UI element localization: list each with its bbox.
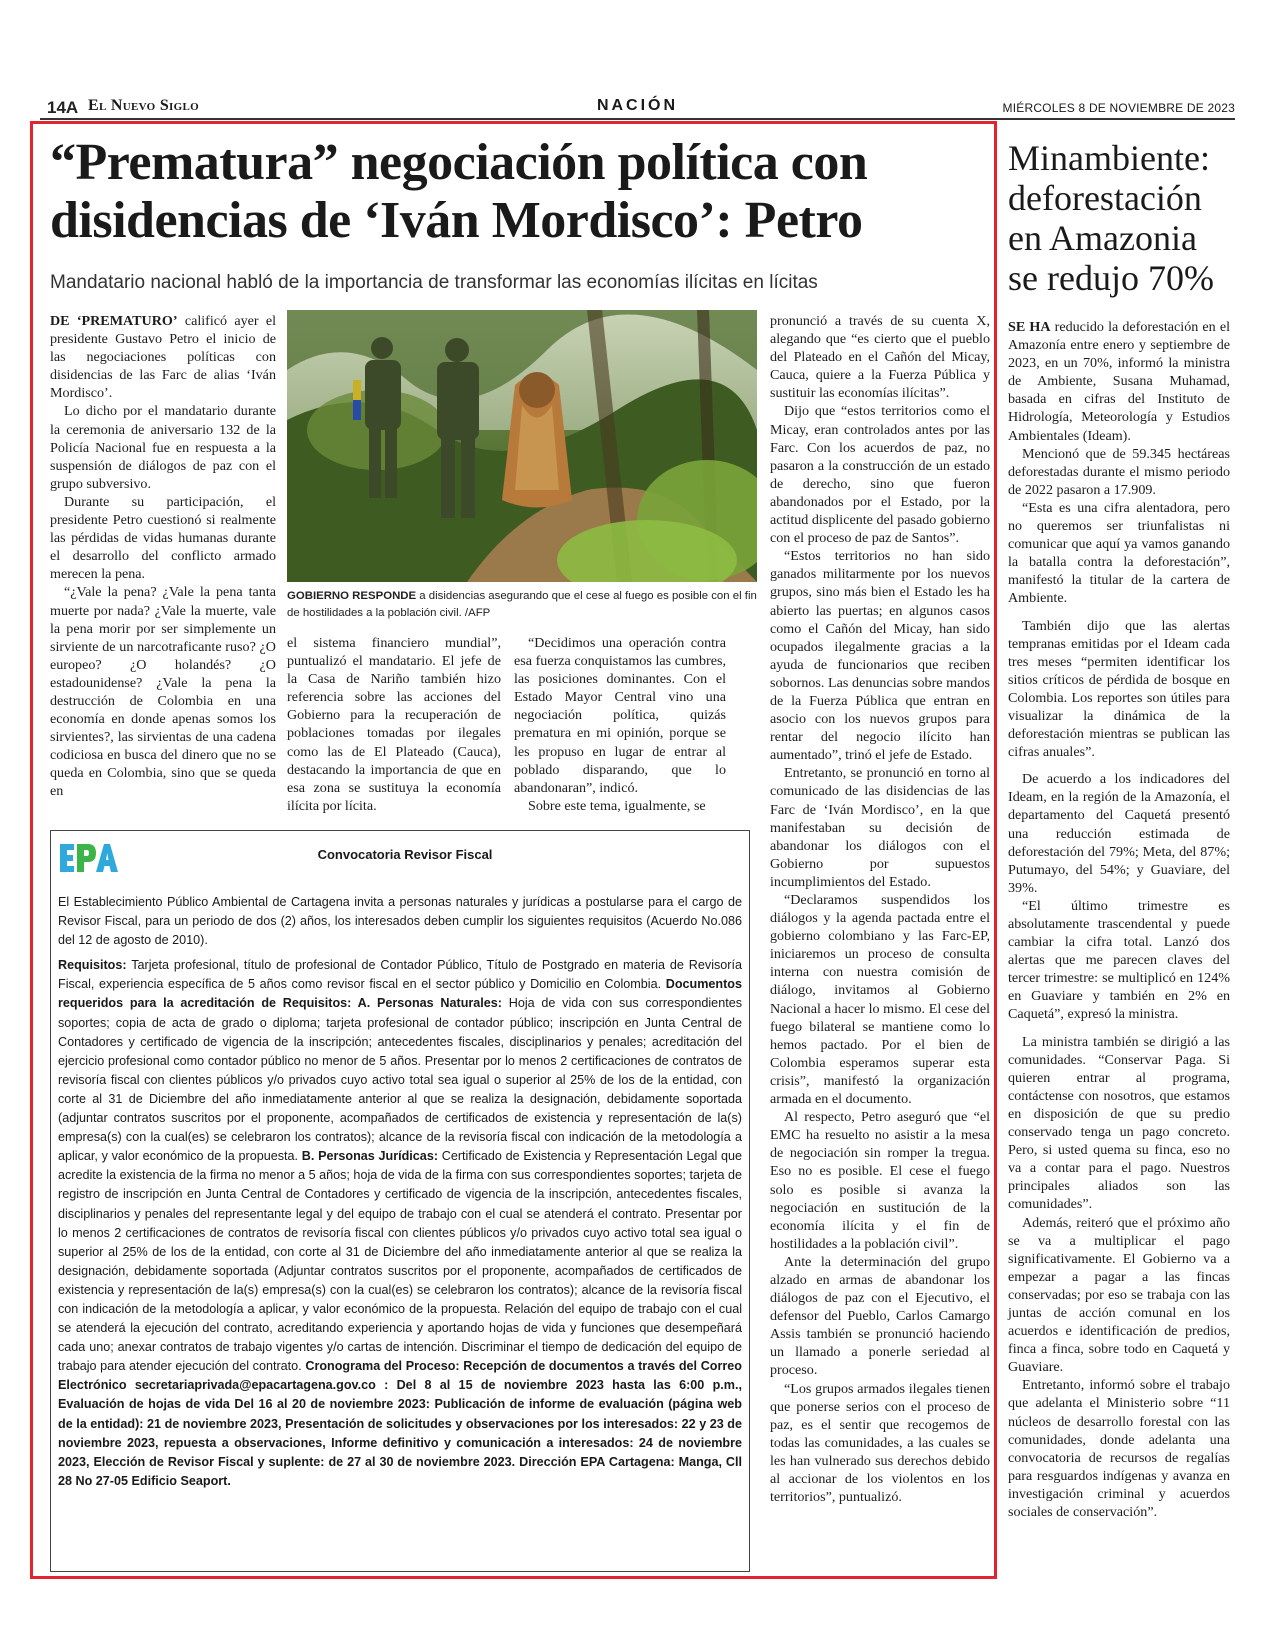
pj-label: B. Personas Jurídicas: bbox=[301, 1149, 439, 1164]
paragraph: Al respecto, Petro aseguró que “el EMC ha resuelto no asistir a la mesa de negociación sin romper la tregua. Eso no es posible. El cese el fuego solo es posible si avanza la negociación en sustitución de la economía ilícita y el fin de hostilidades a la población civil”. bbox=[770, 1109, 990, 1252]
paragraph: Además, reiteró que el próximo año se va a multiplicar el pago significativamente. El Gobierno va a empezar a pagar a las fincas conservadas; por eso se trabaja con las juntas de acción comunal en los acuerdos e identificación de predios, finca a finca, sobre todo en Caquetá y Guaviare. bbox=[1008, 1214, 1230, 1376]
paragraph: Entretanto, se pronunció en torno al comunicado de las disidencias de las Farc de ‘Iván Mordisco’, en la que manifestaban su decisión de abandonar los diálogos con el Gobierno por supuestos incumplimientos del Estado. bbox=[770, 765, 990, 890]
ad-body bbox=[58, 893, 742, 1497]
paragraph: También dijo que las alertas tempranas emitidas por el Ideam cada tres meses “permiten identificar los sitios críticos de pérdida de bosque en Colombia. Los reportes son útiles para visualizar la dinámica de la deforestación mientras se publican las cifras anuales”. bbox=[1008, 617, 1230, 761]
header-rule bbox=[40, 118, 1235, 120]
paragraph: calificó ayer el presidente Gustavo Petro el inicio de las negociaciones políticas con disidencias de las Farc de alias ‘Iván Mordisco’. bbox=[50, 313, 276, 402]
paragraph: Sobre este tema, igualmente, se bbox=[528, 797, 706, 814]
paragraph: “Esta es una cifra alentadora, pero no queremos ser triunfalistas ni comunicar que aquí ya vamos ganando la batalla contra la deforestación”, manifestó la titular de la cartera de Ambiente. bbox=[1008, 499, 1230, 607]
paragraph: Entretanto, informó sobre el trabajo que adelanta el Ministerio sobre “11 núcleos de desarrollo forestal con las comunidades, donde adelanta una convocatoria de recursos de regalías para resguardos indígenas y avanza en investigación criminal y acuerdos sociales de conservación”. bbox=[1008, 1377, 1230, 1520]
docs-text: Hoja de vida con sus correspondientes soportes; copia de acta de grado o diploma; tarjeta profesional de contador público; inscripción en Junta Central de Contadores y certificado de vigencia de la inscripción; antecedentes fiscales, disciplinarios y penales; acreditación del ejercicio profesional como contador público no menor de 5 años. Presentar por lo menos 2 certificaciones de contratos de revisoría fiscal con clientes públicos y/o privados cuyo activo total sea igual o superior al 25% de los de la entidad, con corte al 31 de Diciembre del año inmediatamente anterior al que se realiza la designación, debidamente soportada (adjuntar contratos suscritos por el proponente, acompañados de certificados de existencia y representación de la(s) empresa(s) con la cual(es) se celebraron los contratos); alcance de la revisoría fiscal con indicación de la metodología a aplicar, y valor económico de la propuesta. bbox=[58, 996, 742, 1164]
photo-caption bbox=[287, 588, 757, 622]
article-column-1 bbox=[50, 312, 276, 801]
pj-text: Certificado de Existencia y Representación Legal que acredite la existencia de la firma no menor a 5 años; hoja de vida de la firma con sus correspondientes soportes; tarjeta de registro de inscripción en Junta Central de Contadores y certificado de vigencia de la inscripción, antecedentes fiscales, disciplinarios y penales del representante legal y del equipo de trabajo con el cual se atenderá el contrato. Presentar por lo menos 2 certificaciones de contratos de revisoría fiscal con clientes públicos y/o privados cuyo activo total sea igual o superior al 25% de los de la entidad, con corte al 31 de Diciembre del año inmediatamente anterior al que se realiza la designación, debidamente soportada (Adjuntar contratos suscritos por el proponente, acompañados de certificados de existencia y representación de la(s) empresa(s) con la cual(es) se celebraron los contratos); alcance de la revisoría fiscal con indicación de la metodología a aplicar, y valor económico de la propuesta. Relación del equipo de trabajo con el cual se atenderá la ejecución del contrato, acreditando experiencia y aportando hojas de vida y funciones que desempeñará cada uno; anexar contratos de trabajo vigentes y/o cartas de intención. Discriminar el tiempo de dedicación del equipo de trabajo para atender ejecución del contrato. bbox=[58, 1149, 742, 1374]
section-name: NACIÓN bbox=[596, 97, 679, 114]
caption-text: a disidencias asegurando que el cese al fuego es posible con el fin de hostilidades a la población civil. /AFP bbox=[287, 590, 757, 619]
ad-intro: El Establecimiento Público Ambiental de Cartagena invita a personas naturales y jurídicas a postularse para el cargo de Revisor Fiscal, para un periodo de dos (2) años, los interesados deben cumplir los siguientes requisitos (Acuerdo No.086 del 12 de agosto de 2010). bbox=[58, 895, 742, 948]
article-lead: DE ‘PREMATURO’ bbox=[50, 313, 178, 329]
side-article-body bbox=[1008, 318, 1230, 1521]
side-article-lead: SE HA bbox=[1008, 319, 1051, 335]
article-column-2a bbox=[287, 634, 501, 815]
publication-name: El Nuevo Siglo bbox=[88, 97, 199, 114]
paragraph: Dijo que “estos territorios como el Micay, eran controlados antes por las Farc. Con los acuerdos de paz, no pasaron a la construcción de un estado de derecho, sino que fueron abandonados por el Estado, por la actitud displicente del pasado gobierno con el proceso de paz de Santos”. bbox=[770, 403, 990, 547]
paragraph: Mencionó que de 59.345 hectáreas deforestadas durante el mismo periodo de 2022 pasaron a 17.909. bbox=[1008, 445, 1230, 498]
paragraph: “Decidimos una operación contra esa fuerza conquistamos las cumbres, las posiciones dominantes. Con el Estado Mayor Central vino una negociación política, quizás prematura en mi opinión, porque se les propuso en lugar de entrar al poblado disparando, que lo abandonaran”, indicó. bbox=[514, 635, 726, 796]
paragraph: pronunció a través de su cuenta X, alegando que “es cierto que el pueblo del Plateado en el Cañón del Micay, Cauca, quiere a la Fuerza Pública y sustituir las economías ilícitas”. bbox=[770, 313, 990, 402]
article-column-2b bbox=[514, 634, 726, 815]
paragraph: “Declaramos suspendidos los diálogos y la agenda pactada entre el gobierno colombiano y las Farc-EP, iniciaremos un proceso de consulta interna con nuestra comisión de diálogo, invitamos al Gobierno Nacional a hacer lo mismo. El cese del fuego bilateral se mantiene como lo hemos pactado. Por el bien de Colombia esperamos superar esta crisis”, manifestó la organización armada en el documento. bbox=[770, 892, 990, 1108]
ad-schedule: Cronograma del Proceso: Recepción de documentos a través del Correo Electrónico secretariaprivada@epacartagena.gov.co : Del 8 al 15 de noviembre 2023 hasta las 6:00 p.m., Evaluación de hojas de vida Del 16 al 20 de noviembre 2023: Publicación de informe de evaluación (página web de la entidad): 21 de noviembre 2023, Presentación de solicitudes y observaciones por los interesados: 22 y 23 de noviembre 2023, repuesta a observaciones, Informe definitivo y comunicación a interesados: 24 de noviembre 2023, Elección de Revisor Fiscal y suplente: de 27 al 30 de noviembre 2023. Dirección EPA Cartagena: Manga, Cll 28 No 27-05 Edificio Seaport. bbox=[58, 1359, 742, 1488]
paragraph: Ante la determinación del grupo alzado en armas de abandonar los diálogos de paz con el Ejecutivo, el defensor del Pueblo, Carlos Camargo Assis también se pronunció haciendo un llamado a ponerle seriedad al proceso. bbox=[770, 1253, 990, 1379]
paragraph: Durante su participación, el presidente Petro cuestionó si realmente las pérdidas de vidas humanas durante el desarrollo del conflicto armado merecen la pena. bbox=[50, 493, 276, 583]
ad-title: Convocatoria Revisor Fiscal bbox=[317, 847, 493, 862]
paragraph: La ministra también se dirigió a las comunidades. “Conservar Paga. Si quieren entrar al programa, contáctense con nosotros, que estamos en disposición de que su predio conservado tenga un pago concreto. Pero, si usted quema su finca, eso no va a contar para el pago. Nuestros principales aliados son las comunidades”. bbox=[1008, 1033, 1230, 1213]
paragraph: “¿Vale la pena? ¿Vale la pena tanta muerte por nada? ¿Vale la muerte, vale la pena morir por ser simplemente un sirviente de un narcotraficante ruso? ¿O europeo? ¿O holandés? ¿O estadounidense? ¿Vale la pena la destrucción de Colombia en una economía en donde apenas somos los sirvientes?, las sirvientas de una cadena codiciosa en busca del dinero que no se queda en Colombia, sino que se queda en bbox=[50, 584, 276, 800]
article-subhead: Mandatario nacional habló de la importancia de transformar las economías ilícitas en lícitas bbox=[50, 272, 818, 293]
paragraph: “El último trimestre es absolutamente trascendental y puede cambiar la cifra total. Lanzó dos alertas que me parecen claves del tercer trimestre: se multiplicó en 124% en Guaviare y también en 2% en Caquetá”, expresó la ministra. bbox=[1008, 897, 1230, 1023]
paragraph: el sistema financiero mundial”, puntualizó el mandatario. El jefe de la Casa de Nariño también hizo referencia sobre las acciones del Gobierno para la recuperación de poblaciones tomadas por ilegales como las de El Plateado (Cauca), destacando la importancia de que en esa zona se sustituya la economía ilícita por lícita. bbox=[287, 635, 501, 814]
paragraph: “Los grupos armados ilegales tienen que ponerse serios con el proceso de paz, es el sentir que recogemos de todas las comunidades, a las cuales se les han vulnerado sus derechos debido al accionar de los violentos en los territorios”, puntualizó. bbox=[770, 1380, 990, 1506]
req-text: Tarjeta profesional, título de profesional de Contador Público, Título de Postgrado en materia de Revisoría Fiscal, experiencia específica de 5 años como revisor fiscal en el sector público y Domicilio en Colombia. bbox=[58, 958, 742, 992]
paragraph: “Estos territorios no han sido ganados militarmente por los nuevos grupos, sino más bien el Estado les ha abierto las puertas; en algunos casos como el Cañón del Micay, han sido ocupados ilegalmente gracias a la ayuda de funcionarios que reciben sobornos. Las denuncias sobre mandos de la Fuerza Pública que entran en asocio con los nuevos grupos para rentar del negocio ilícito han aumentado”, trinó el jefe de Estado. bbox=[770, 548, 990, 764]
issue-date: MIÉRCOLES 8 DE NOVIEMBRE DE 2023 bbox=[1002, 101, 1235, 115]
paragraph: reducido la deforestación en el Amazonía entre enero y septiembre de 2023, en un 70%, informó la ministra de Ambiente, Susana Muhamad, basada en cifras del Instituto de Hidrología, Meteorología y Estudios Ambientales (Ideam). bbox=[1008, 319, 1231, 444]
paragraph: Lo dicho por el mandatario durante la ceremonia de aniversario 132 de la Policía Nacional fue en respuesta a la suspensión de diálogos de paz con el grupo subversivo. bbox=[50, 403, 276, 492]
req-label: Requisitos: bbox=[58, 958, 127, 973]
soldiers-jungle-photo bbox=[287, 310, 757, 582]
ad-requirements bbox=[58, 956, 742, 1491]
docs-label: Documentos requeridos para la acreditación de Requisitos: A. Personas Naturales: bbox=[58, 977, 742, 1011]
paragraph: De acuerdo a los indicadores del Ideam, en la región de la Amazonía, el departamento del Caquetá presentó una reducción estimada de deforestación del 79%; Meta, del 87%; Putumayo, del 54%; y Guaviare, del 39%. bbox=[1008, 771, 1230, 896]
page-number: 14A bbox=[47, 98, 79, 117]
article-headline: “Prematura” negociación política con disidencias de ‘Iván Mordisco’: Petro bbox=[50, 134, 868, 249]
article-column-3 bbox=[770, 312, 990, 1506]
article-photo bbox=[287, 310, 757, 582]
caption-lead: GOBIERNO RESPONDE bbox=[287, 590, 417, 602]
side-article-headline: Minambiente: deforestación en Amazonia se redujo 70% bbox=[1008, 138, 1214, 298]
